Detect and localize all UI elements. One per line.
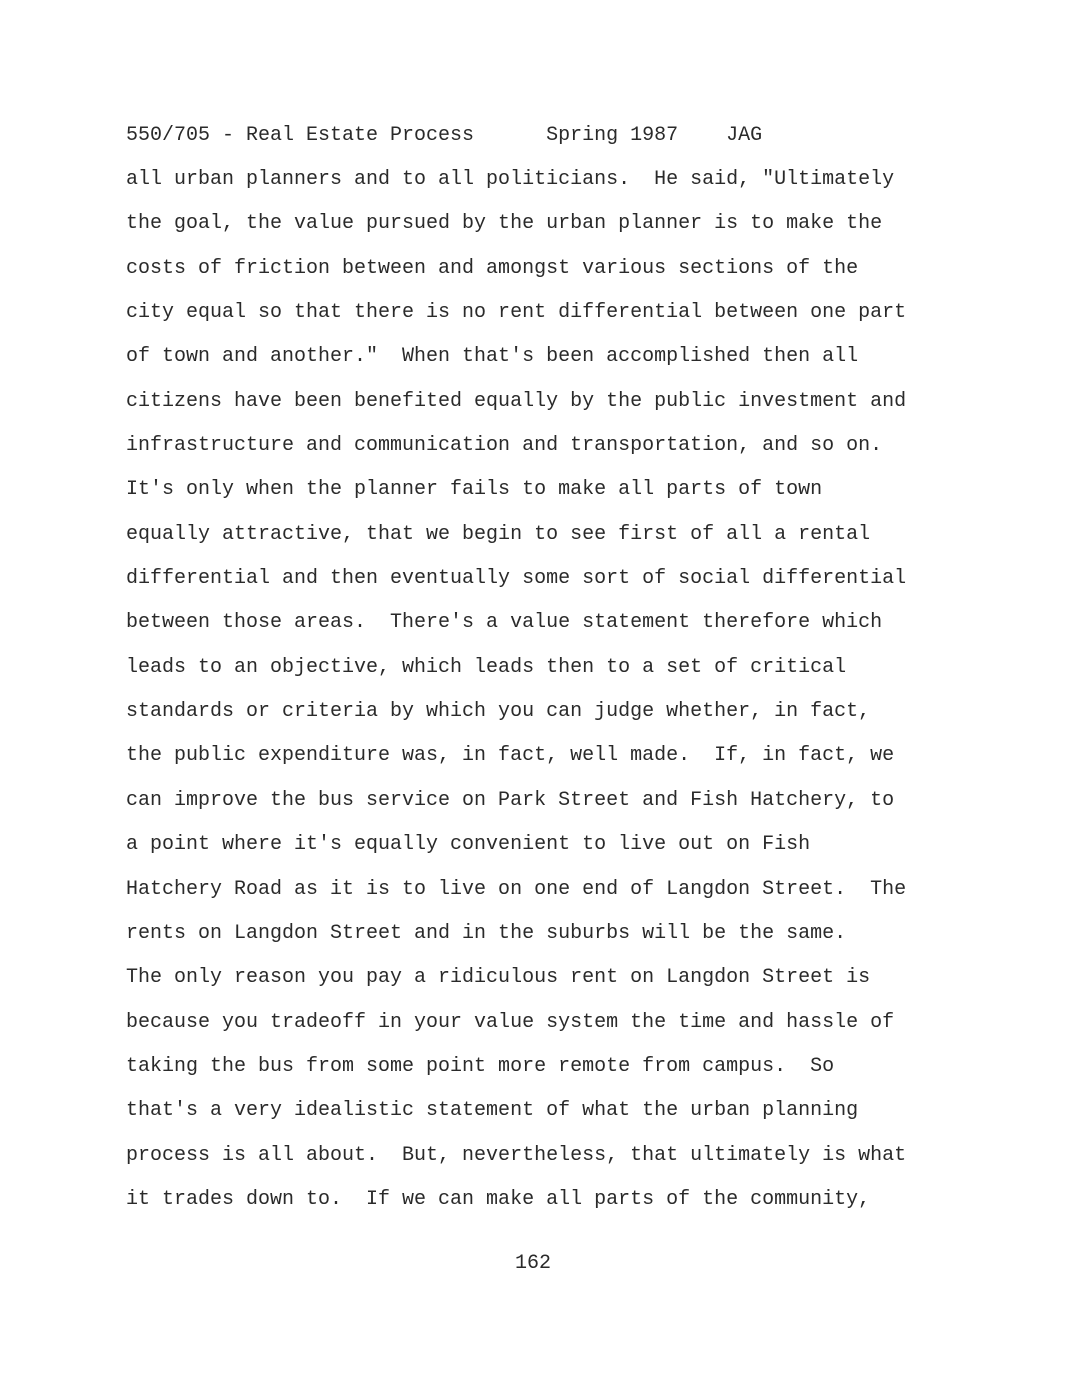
text-line: leads to an objective, which leads then to a set of critical <box>126 655 847 679</box>
text-line: equally attractive, that we begin to see first of all a rental <box>126 522 871 546</box>
text-line: The only reason you pay a ridiculous rent on Langdon Street is <box>126 966 871 990</box>
text-line: the public expenditure was, in fact, well made. If, in fact, we <box>126 744 895 768</box>
text-line: can improve the bus service on Park Street and Fish Hatchery, to <box>126 788 895 812</box>
text-line: citizens have been benefited equally by the public investment and <box>126 389 907 413</box>
text-line: standards or criteria by which you can judge whether, in fact, <box>126 700 871 724</box>
text-line: rents on Langdon Street and in the suburbs will be the same. <box>126 921 847 945</box>
text-line: taking the bus from some point more remote from campus. So <box>126 1054 835 1078</box>
text-line: differential and then eventually some sort of social differential <box>126 567 907 591</box>
text-line: all urban planners and to all politicians. He said, "Ultimately <box>126 168 895 191</box>
text-line: between those areas. There's a value statement therefore which <box>126 611 883 635</box>
text-line: Hatchery Road as it is to live on one end of Langdon Street. The <box>126 877 907 901</box>
text-line: infrastructure and communication and transportation, and so on. <box>126 434 883 458</box>
text-line: it trades down to. If we can make all parts of the community, <box>126 1187 871 1211</box>
text-line: costs of friction between and amongst various sections of the <box>126 256 859 280</box>
text-line: city equal so that there is no rent differential between one part <box>126 301 907 325</box>
text-line: It's only when the planner fails to make all parts of town <box>126 478 823 502</box>
text-line: that's a very idealistic statement of what the urban planning <box>126 1099 859 1123</box>
text-line: the goal, the value pursued by the urban planner is to make the <box>126 212 883 236</box>
text-line: of town and another." When that's been accomplished then all <box>126 345 859 369</box>
text-line: process is all about. But, nevertheless, that ultimately is what <box>126 1143 907 1167</box>
body-text <box>126 167 956 1231</box>
page-number: 162 <box>514 1252 551 1275</box>
page-header: 550/705 - Real Estate Process Spring 1987 JAG <box>126 124 763 147</box>
text-line: because you tradeoff in your value system the time and hassle of <box>126 1010 895 1034</box>
text-line: a point where it's equally convenient to live out on Fish <box>126 833 811 857</box>
